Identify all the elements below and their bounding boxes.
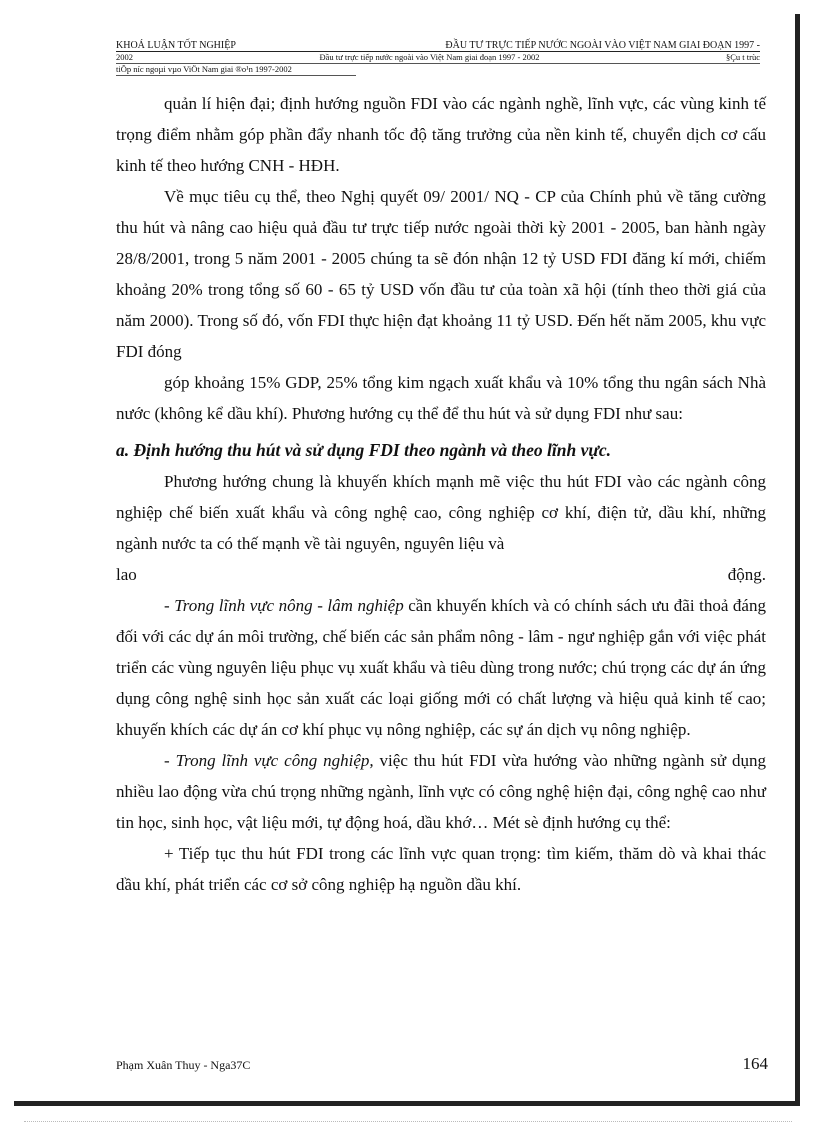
paragraph-5-text: cần khuyến khích và có chính sách ưu đãi thoả đáng đối với các dự án môi trường, chế biến các sản phẩm nông - lâm - ngư nghiệp gắn với việc phát triển các vùng nguyên liệu phục vụ xuất khẩu và tiêu dùng trong nước; chú trọng các dự án ứng dụng công nghệ sinh học sản xuất các loại giống mới có chất lượng và hiệu quả kinh tế cao; khuyến khích các dự án cơ khí phục vụ nông nghiệp, các sự án dịch vụ nông nghiệp.	[116, 596, 766, 739]
paragraph-3: góp khoảng 15% GDP, 25% tổng kim ngạch xuất khẩu và 10% tổng thu ngân sách Nhà nước (không kể dầu khí). Phương hướng cụ thể để thu hút và sử dụng FDI như sau:	[116, 373, 766, 423]
paragraph-5-lead: - Trong lĩnh vực nông - lâm nghiệp	[164, 596, 404, 615]
header-center: Đầu tư trực tiếp nước ngoài vào Việt Nam giai đoạn 1997 - 2002	[319, 52, 540, 62]
footer-author: Phạm Xuân Thuy - Nga37C	[116, 1058, 251, 1072]
paragraph-6-lead: - Trong lĩnh vực công nghiệp,	[164, 751, 374, 770]
paragraph-7: + Tiếp tục thu hút FDI trong các lĩnh vực quan trọng: tìm kiếm, thăm dò và khai thác dầu khí, phát triển các cơ sở công nghiệp hạ nguồn dầu khí.	[116, 844, 766, 894]
paragraph-6	[116, 745, 766, 838]
header-left: KHOÁ LUẬN TỐT NGHIỆP	[116, 40, 236, 51]
paragraph-4-last-line	[116, 559, 766, 590]
bottom-divider	[24, 1121, 792, 1122]
header-line2-right: §Çu t trùc	[725, 52, 760, 62]
section-heading: a. Định hướng thu hút và sử dụng FDI theo ngành và theo lĩnh vực.	[116, 440, 612, 460]
paragraph-4-last-right: động.	[727, 565, 766, 584]
running-header	[116, 40, 760, 76]
page-footer	[116, 1054, 768, 1074]
page-number: 164	[742, 1054, 768, 1073]
paragraph-4: Phương hướng chung là khuyến khích mạnh mẽ việc thu hút FDI vào các ngành công nghiệp chế biến xuất khẩu và công nghệ cao, công nghiệp cơ khí, điện tử, dầu khí, những ngành nước ta có thế mạnh về tài nguyên, nguyên liệu và	[116, 472, 766, 553]
paragraph-4-last-left: lao	[116, 565, 137, 584]
paragraph-2: Về mục tiêu cụ thể, theo Nghị quyết 09/ 2001/ NQ - CP của Chính phủ về tăng cường thu hút và nâng cao hiệu quả đầu tư trực tiếp nước ngoài thời kỳ 2001 - 2005, ban hành ngày 28/8/2001, trong 5 năm 2001 - 2005 chúng ta sẽ đón nhận 12 tỷ USD FDI đăng kí mới, chiếm khoảng 20% trong tổng số 60 - 65 tỷ USD vốn đầu tư của toàn xã hội (tính theo thời giá của năm 2000). Trong số đó, vốn FDI thực hiện đạt khoảng 11 tỷ USD. Đến hết năm 2005, khu vực FDI đóng	[116, 187, 766, 361]
header-line-1	[116, 40, 760, 52]
paragraph-6-text: việc thu hút FDI vừa hướng vào những ngành sử dụng nhiều lao động vừa chú trọng những ngành, lĩnh vực có công nghệ hiện đại, công nghệ cao như tin học, sinh học, vật liệu mới, tự động hoá, dầu khớ… Mét sè định hướng cụ thể:	[116, 751, 766, 832]
header-year: 2002	[116, 52, 133, 62]
paragraph-1: quản lí hiện đại; định hướng nguồn FDI vào các ngành nghề, lĩnh vực, các vùng kinh tế trọng điểm nhằm góp phần đẩy nhanh tốc độ tăng trưởng của nền kinh tế, chuyển dịch cơ cấu kinh tế theo hướng CNH - HĐH.	[116, 94, 766, 175]
header-line-2	[116, 52, 760, 64]
paragraph-5	[116, 590, 766, 745]
header-line-3: tiÕp níc ngoµi vµo ViÖt Nam giai ®o¹n 1997-2002	[116, 64, 356, 76]
page-body	[116, 88, 766, 900]
header-right: ĐẦU TƯ TRỰC TIẾP NƯỚC NGOÀI VÀO VIỆT NAM GIAI ĐOẠN 1997 -	[445, 40, 760, 51]
